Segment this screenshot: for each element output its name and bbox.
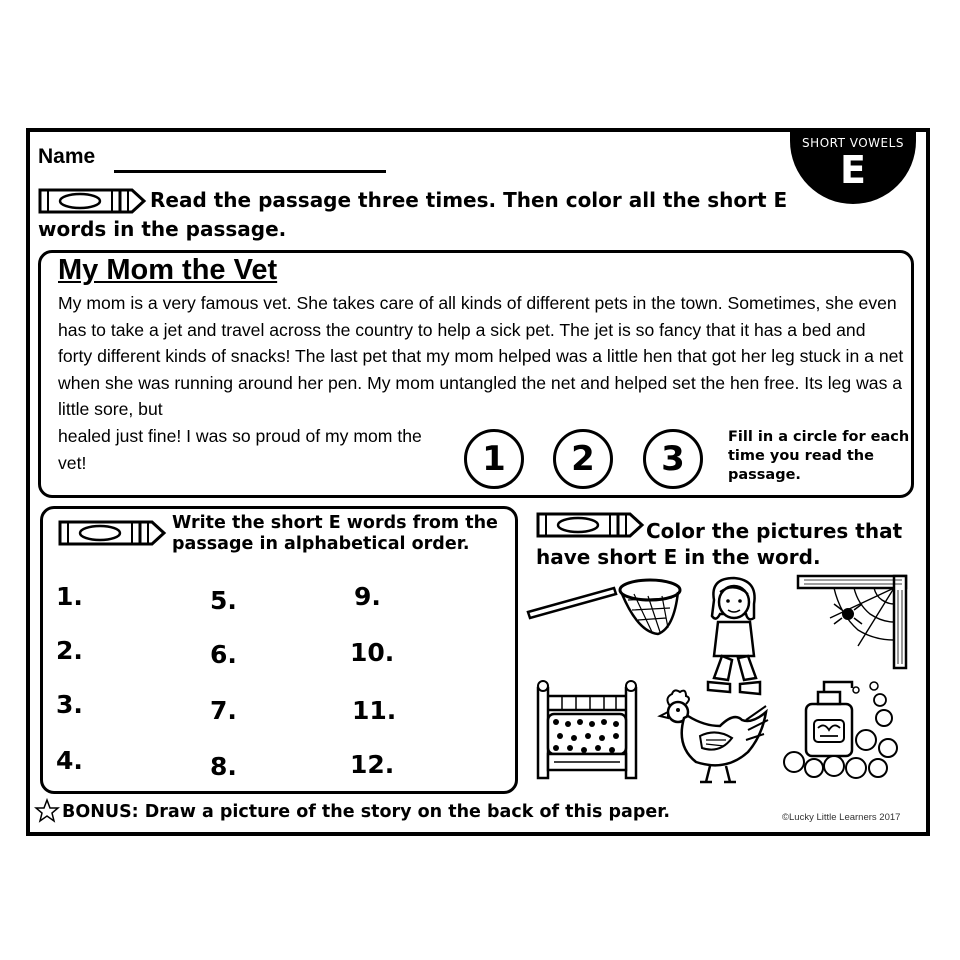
girl-icon[interactable] (700, 574, 766, 700)
answer-number-3: 3. (56, 690, 83, 719)
answer-number-7: 7. (210, 696, 237, 725)
write-instruction: Write the short E words from the passage in alphabetical order. (172, 513, 498, 554)
answer-number-10: 10. (350, 638, 395, 667)
crayon-icon (56, 518, 168, 548)
copyright-text: ©Lucky Little Learners 2017 (782, 812, 901, 823)
answer-number-12: 12. (350, 750, 395, 779)
color-instruction: Color the pictures that have short E in the word. (536, 519, 903, 569)
answer-number-8: 8. (210, 752, 237, 781)
bed-icon[interactable] (532, 680, 642, 784)
star-icon (34, 798, 60, 824)
soap-icon[interactable] (780, 676, 904, 784)
read-circle-1[interactable]: 1 (464, 429, 524, 489)
answer-number-9: 9. (354, 582, 381, 611)
answer-number-1: 1. (56, 582, 83, 611)
net-icon[interactable] (522, 572, 682, 642)
name-input-line[interactable] (114, 170, 386, 173)
passage-ending: healed just fine! I was so proud of my mom the vet! (58, 426, 422, 473)
answer-number-6: 6. (210, 640, 237, 669)
answer-number-2: 2. (56, 636, 83, 665)
badge-letter: E (840, 148, 866, 192)
fill-in-instruction: Fill in a circle for each time you read the passage. (728, 429, 910, 483)
name-label: Name (38, 145, 96, 168)
hen-icon[interactable] (656, 686, 772, 786)
read-circle-3[interactable]: 3 (643, 429, 703, 489)
read-circle-2[interactable]: 2 (553, 429, 613, 489)
bonus-instruction: BONUS: Draw a picture of the story on the back of this paper. (62, 802, 671, 822)
answer-number-11: 11. (352, 696, 397, 725)
read-instruction: Read the passage three times. Then color all the short E words in the passage. (38, 188, 788, 241)
badge-subtitle: SHORT VOWELS (802, 136, 904, 150)
passage-title: My Mom the Vet (58, 254, 278, 286)
web-icon[interactable] (794, 574, 912, 670)
answer-number-4: 4. (56, 746, 83, 775)
answer-number-5: 5. (210, 586, 237, 615)
passage-body: My mom is a very famous vet. She takes care of all kinds of different pets in the town. Sometimes, she even has to take a jet and travel across the country to help a sick pet. The jet is so fancy that it has a bed and forty different kinds of snacks! The last pet that my mom helped was a little hen that got her leg stuck in a net when she was running around her pen. My mom untangled the net and helped set the hen free. Its leg was a little sore, but (58, 293, 904, 419)
